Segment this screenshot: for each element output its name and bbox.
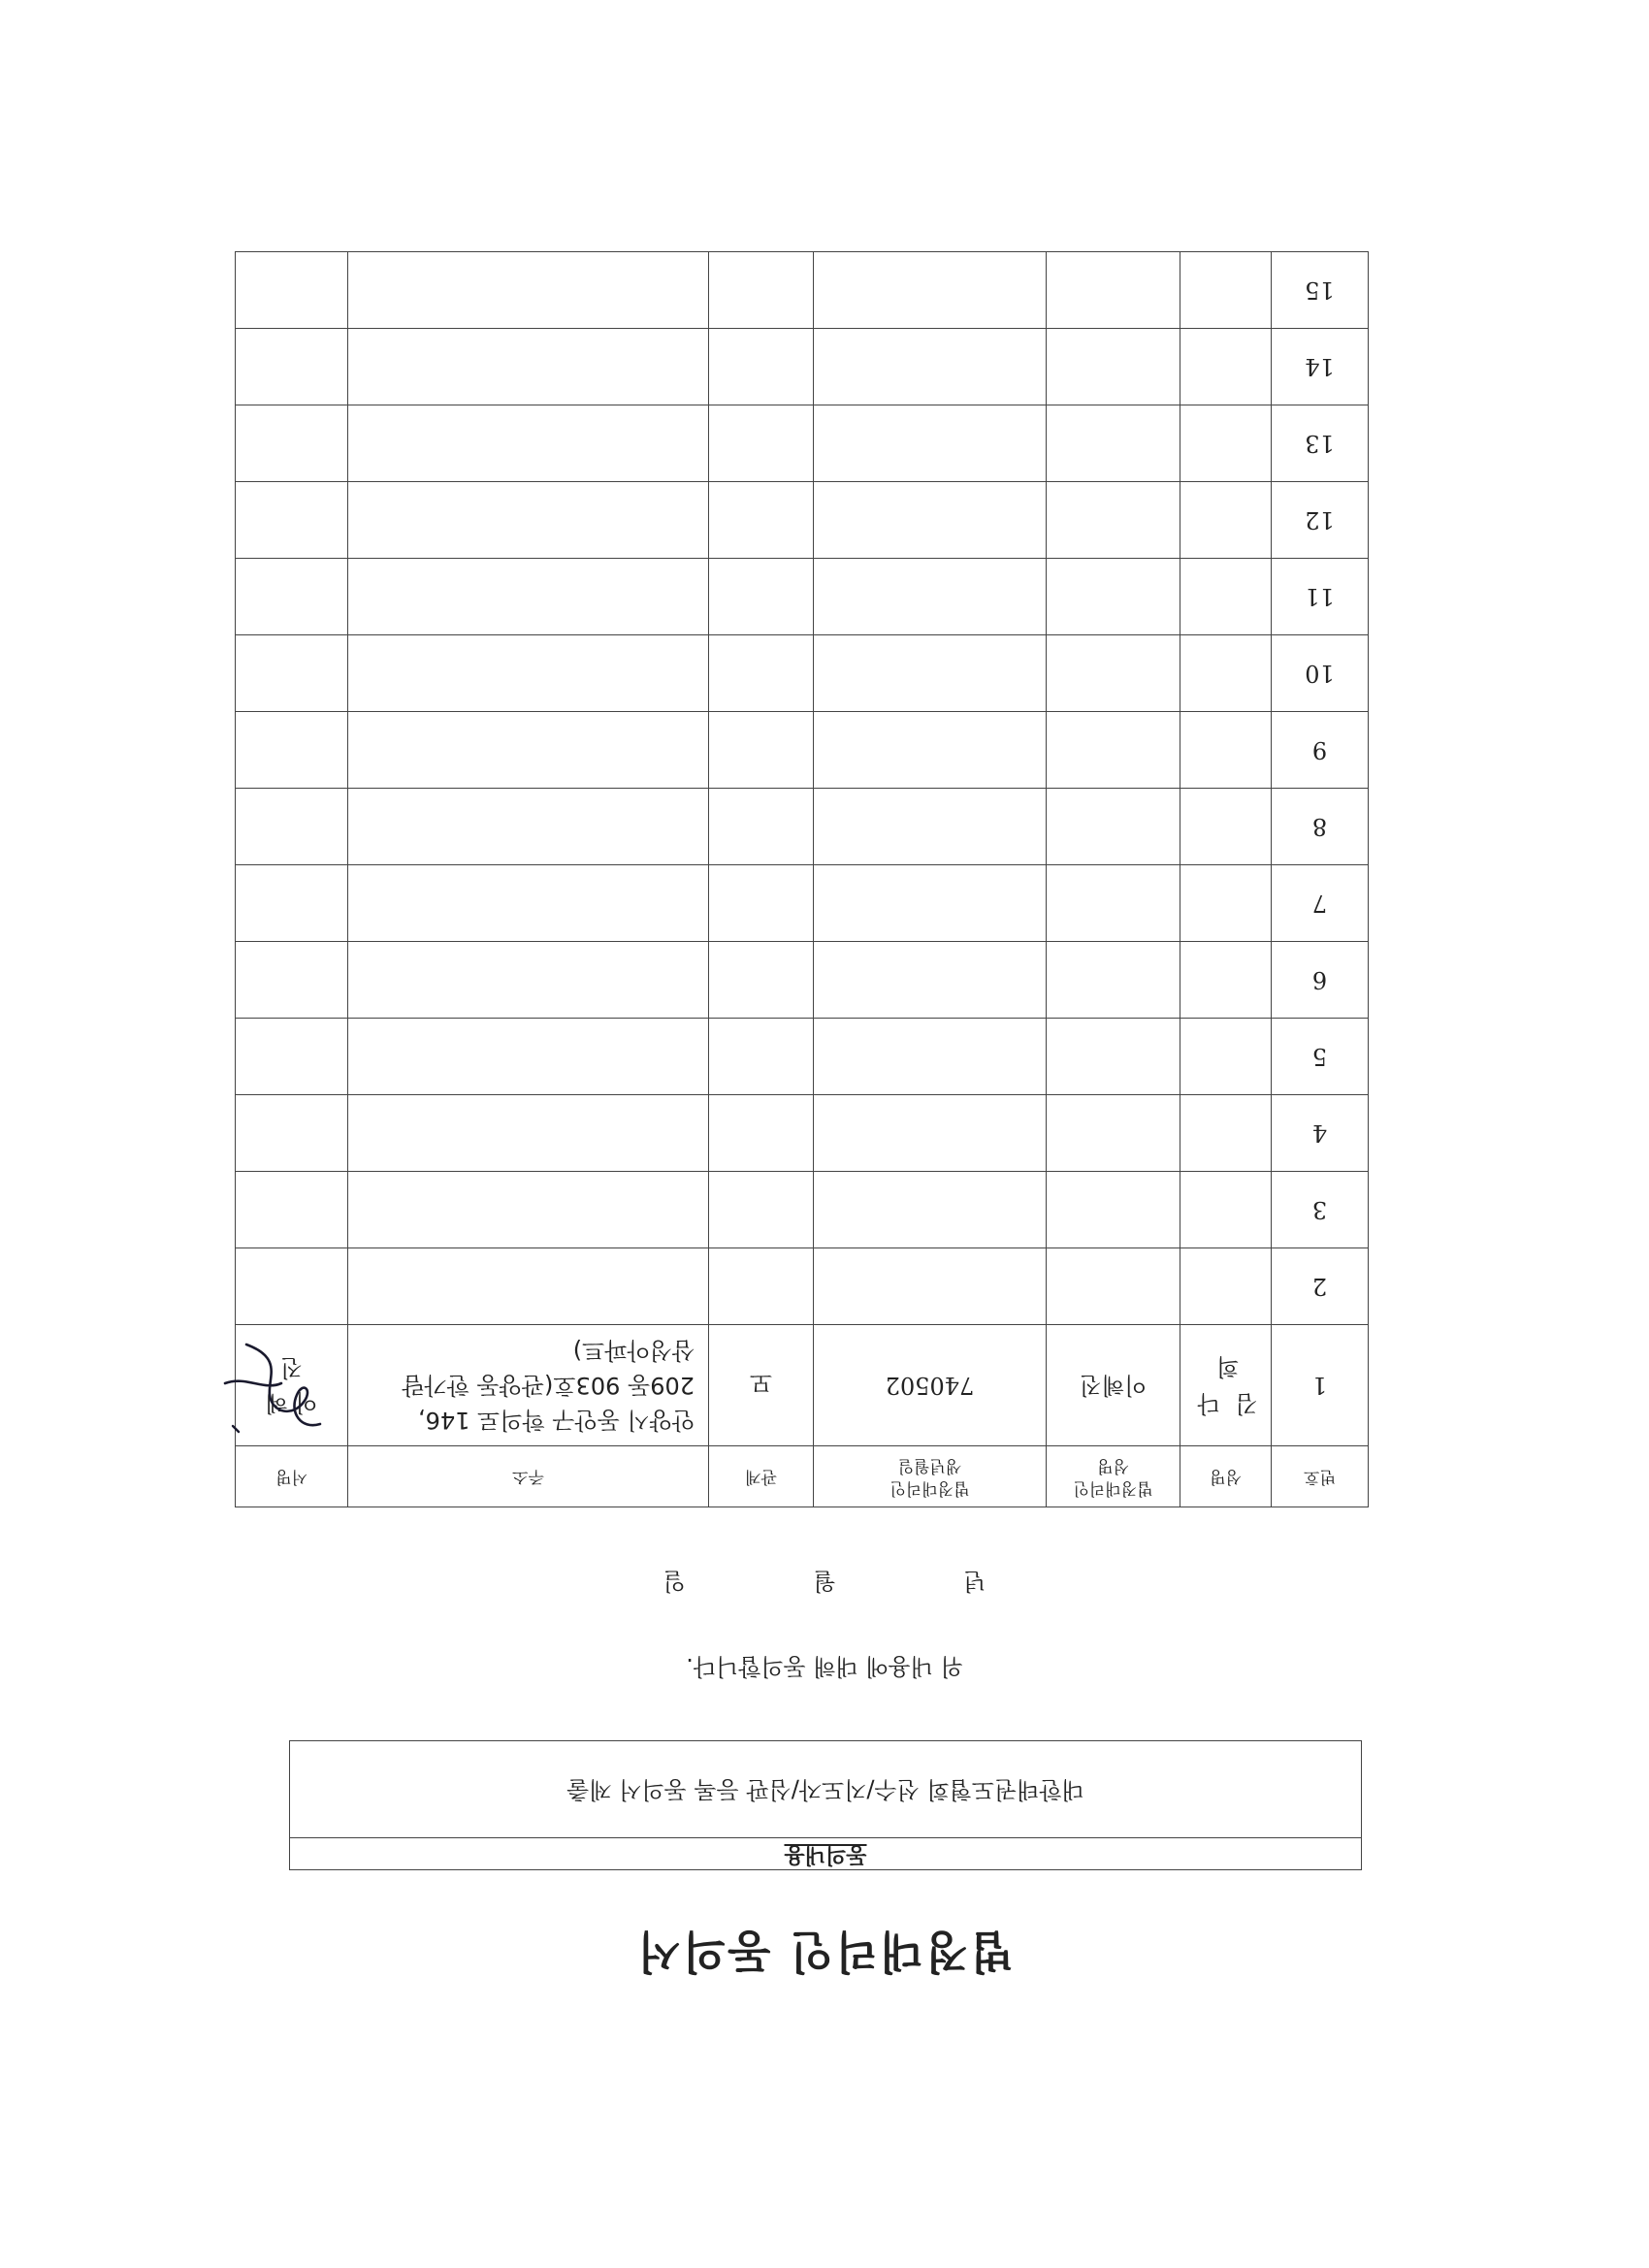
row-guardian-name: [1047, 942, 1180, 1019]
date-line: [0, 1567, 1649, 1601]
row-name: [1180, 405, 1272, 482]
row-guardian-birth: [814, 1172, 1047, 1248]
row-address: [348, 1019, 709, 1095]
row-signature-cell: [236, 789, 348, 865]
consent-text: 대한태권도협회 선수/지도자/심판 등록 동의서 제출: [566, 1776, 1084, 1803]
row-signature-cell: [236, 865, 348, 942]
table-row: [236, 635, 1369, 712]
row-address: [348, 1172, 709, 1248]
row-relation: [709, 942, 814, 1019]
row-relation: [709, 1172, 814, 1248]
row-relation: [709, 635, 814, 712]
row-signature-cell: [236, 1019, 348, 1095]
row-no: 5: [1272, 1019, 1369, 1095]
row-guardian-birth: [814, 252, 1047, 329]
row-name: 김 다 희: [1180, 1325, 1272, 1446]
row-relation: [709, 1248, 814, 1325]
consent-label-text: 동의내용: [784, 1842, 867, 1866]
row-guardian-birth: [814, 712, 1047, 789]
row-guardian-birth: 740502: [814, 1325, 1047, 1446]
row-name: [1180, 789, 1272, 865]
row-guardian-name: [1047, 1095, 1180, 1172]
row-relation: [709, 405, 814, 482]
row-no: 3: [1272, 1172, 1369, 1248]
row-guardian-name: [1047, 1019, 1180, 1095]
row-name: [1180, 1095, 1272, 1172]
header-address: 주소: [348, 1446, 709, 1507]
row-name: [1180, 1019, 1272, 1095]
row-guardian-name: [1047, 712, 1180, 789]
table-row: [236, 559, 1369, 635]
table-row: [236, 405, 1369, 482]
row-relation: [709, 329, 814, 405]
row-no: 6: [1272, 942, 1369, 1019]
table-row: [236, 482, 1369, 559]
row-no: 8: [1272, 789, 1369, 865]
row-address: [348, 865, 709, 942]
row-name: [1180, 1248, 1272, 1325]
row-address: [348, 942, 709, 1019]
row-no: 2: [1272, 1248, 1369, 1325]
row-guardian-name: [1047, 482, 1180, 559]
row-no: 11: [1272, 559, 1369, 635]
row-address: [348, 712, 709, 789]
table-row: [236, 865, 1369, 942]
row-signature-cell: [236, 942, 348, 1019]
row-relation: [709, 482, 814, 559]
header-guardian-name: 법정대리인 성명: [1047, 1446, 1180, 1507]
row-guardian-name: [1047, 559, 1180, 635]
table-row: [236, 252, 1369, 329]
row-guardian-name: [1047, 252, 1180, 329]
row-address: 안양시 동안구 학의로 146, 209동 903호(관양동 한가람 삼성아파트): [348, 1325, 709, 1446]
row-address: [348, 559, 709, 635]
header-guardian-birth: 법정대리인 생년월일: [814, 1446, 1047, 1507]
row-signature-cell: [236, 1095, 348, 1172]
row-guardian-birth: [814, 635, 1047, 712]
row-guardian-birth: [814, 865, 1047, 942]
row-name: [1180, 635, 1272, 712]
table-row: [236, 1172, 1369, 1248]
row-name: [1180, 252, 1272, 329]
row-address: [348, 329, 709, 405]
table-row: [236, 1325, 1369, 1446]
row-no: 15: [1272, 252, 1369, 329]
header-relation: 관계: [709, 1446, 814, 1507]
row-guardian-birth: [814, 942, 1047, 1019]
row-relation: [709, 789, 814, 865]
row-signature-cell: [236, 1248, 348, 1325]
row-signature-cell: [236, 405, 348, 482]
row-guardian-name: 이혜진: [1047, 1325, 1180, 1446]
row-guardian-name: [1047, 405, 1180, 482]
handwritten-signature-icon: [213, 1325, 340, 1451]
row-relation: 모: [709, 1325, 814, 1446]
table-row: [236, 712, 1369, 789]
row-address: [348, 1095, 709, 1172]
table-row: [236, 1248, 1369, 1325]
row-name: [1180, 712, 1272, 789]
row-no: 10: [1272, 635, 1369, 712]
row-relation: [709, 1095, 814, 1172]
row-name: [1180, 1172, 1272, 1248]
row-signature-cell: [236, 712, 348, 789]
row-signature-cell: [236, 1325, 348, 1446]
row-no: 14: [1272, 329, 1369, 405]
date-year-label: 년: [963, 1568, 986, 1595]
guardian-table: [235, 251, 1369, 1507]
row-address: [348, 252, 709, 329]
row-address: [348, 1248, 709, 1325]
row-signature-cell: [236, 482, 348, 559]
table-row: [236, 789, 1369, 865]
row-guardian-birth: [814, 482, 1047, 559]
row-signature-cell: [236, 252, 348, 329]
row-guardian-name: [1047, 865, 1180, 942]
row-name: [1180, 865, 1272, 942]
table-header-row: [236, 1446, 1369, 1507]
row-no: 9: [1272, 712, 1369, 789]
row-guardian-name: [1047, 635, 1180, 712]
row-address: [348, 789, 709, 865]
row-guardian-birth: [814, 329, 1047, 405]
row-guardian-birth: [814, 1095, 1047, 1172]
header-signature: 서명: [236, 1446, 348, 1507]
row-relation: [709, 252, 814, 329]
row-relation: [709, 865, 814, 942]
table-row: [236, 942, 1369, 1019]
row-signature-cell: [236, 635, 348, 712]
date-day-label: 일: [663, 1568, 686, 1595]
row-signature-name: 이 혜 진: [265, 1354, 318, 1416]
row-guardian-name: [1047, 1172, 1180, 1248]
row-no: 13: [1272, 405, 1369, 482]
row-guardian-birth: [814, 559, 1047, 635]
row-signature-cell: [236, 559, 348, 635]
row-no: 4: [1272, 1095, 1369, 1172]
row-guardian-birth: [814, 789, 1047, 865]
document-title: 법정대리인 동의서: [635, 1926, 1014, 1978]
row-name: [1180, 559, 1272, 635]
row-signature-cell: [236, 1172, 348, 1248]
row-guardian-name: [1047, 1248, 1180, 1325]
date-month-label: 월: [813, 1568, 836, 1595]
row-guardian-name: [1047, 329, 1180, 405]
row-relation: [709, 559, 814, 635]
row-address: [348, 635, 709, 712]
consent-label: [290, 1837, 1361, 1869]
row-name: [1180, 329, 1272, 405]
row-relation: [709, 712, 814, 789]
row-name: [1180, 942, 1272, 1019]
row-name: [1180, 482, 1272, 559]
table-row: [236, 1095, 1369, 1172]
table-row: [236, 1019, 1369, 1095]
row-address: [348, 482, 709, 559]
row-guardian-name: [1047, 789, 1180, 865]
row-guardian-birth: [814, 1248, 1047, 1325]
row-guardian-birth: [814, 1019, 1047, 1095]
row-address: [348, 405, 709, 482]
row-no: 1: [1272, 1325, 1369, 1446]
row-no: 7: [1272, 865, 1369, 942]
header-name: 성명: [1180, 1446, 1272, 1507]
row-signature-cell: [236, 329, 348, 405]
consent-box: [289, 1740, 1362, 1870]
row-relation: [709, 1019, 814, 1095]
header-no: 번호: [1272, 1446, 1369, 1507]
table-row: [236, 329, 1369, 405]
row-guardian-birth: [814, 405, 1047, 482]
row-no: 12: [1272, 482, 1369, 559]
agree-statement: 위 내용에 대해 동의합니다.: [686, 1653, 963, 1680]
